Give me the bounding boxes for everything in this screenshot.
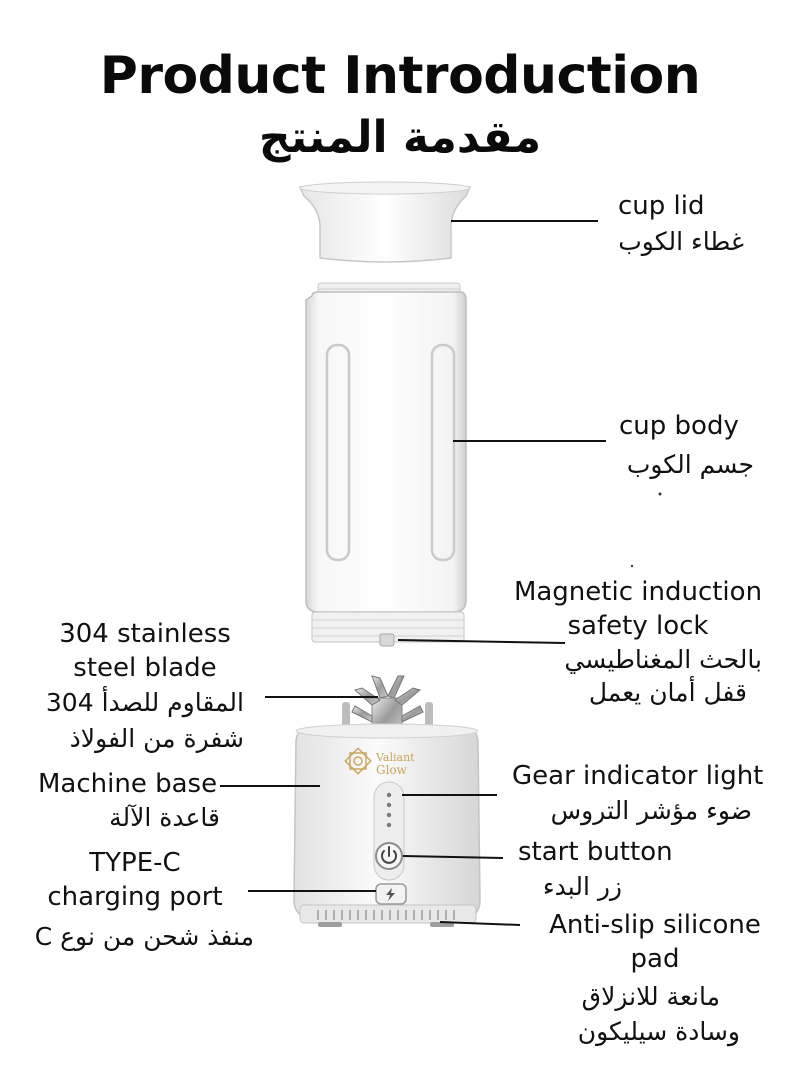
blade-label-en-1: 304 stainless bbox=[59, 619, 231, 649]
magnetic-lock-label-en-1: Magnetic induction bbox=[513, 577, 763, 607]
charging-port-label-en-1: TYPE-C bbox=[89, 848, 181, 878]
brand-logo-text bbox=[356, 751, 456, 807]
machine-base-label-ar: قاعدة الآلة bbox=[109, 803, 220, 832]
charging-port-label-en-2: charging port bbox=[47, 882, 223, 912]
cup-lid bbox=[300, 182, 470, 262]
silicone-pad-label-en-2: pad bbox=[630, 944, 680, 974]
start-button-label-ar: زر البدء bbox=[542, 872, 622, 901]
machine-base-label-en: Machine base bbox=[38, 769, 218, 799]
cup-lid-label-ar: غطاء الكوب bbox=[618, 227, 744, 256]
blade-label-ar-1: المقاوم للصدأ 304 bbox=[45, 688, 244, 717]
charging-port-label-ar: منفذ شحن من نوع C bbox=[34, 922, 254, 951]
title-arabic: مقدمة المنتج bbox=[258, 112, 542, 163]
charging-port bbox=[376, 884, 406, 904]
gear-light-label-ar: ضوء مؤشر التروس bbox=[550, 796, 752, 825]
brand-line1: Valiant bbox=[376, 751, 415, 764]
cup-body-label-en: cup body bbox=[619, 411, 739, 441]
silicone-pad-label-ar-2: وسادة سيليكون bbox=[577, 1017, 740, 1046]
blade-label-ar-2: شفرة من الفولاذ bbox=[69, 724, 244, 753]
magnetic-lock-label-en-2: safety lock bbox=[567, 611, 709, 641]
brand-line2: Glow bbox=[376, 763, 407, 778]
silicone-pad-label-ar-1: مانعة للانزلاق bbox=[581, 982, 720, 1011]
magnetic-lock-label-ar-2: قفل أمان يعمل bbox=[588, 678, 747, 707]
start-button-label-en: start button bbox=[518, 837, 673, 867]
silicone-pad-label-en-1: Anti-slip silicone bbox=[549, 910, 761, 940]
cup-body-label-ar: جسم الكوب bbox=[626, 450, 754, 479]
cup-lid-label-en: cup lid bbox=[618, 191, 705, 221]
title-english: Product Introduction bbox=[99, 46, 701, 106]
gear-light-label-en: Gear indicator light bbox=[512, 761, 764, 791]
start-button[interactable] bbox=[376, 843, 402, 869]
cup-body bbox=[306, 283, 466, 646]
blade-label-en-2: steel blade bbox=[73, 653, 217, 683]
magnetic-lock-label-ar-1: بالحث المغناطيسي bbox=[564, 645, 762, 674]
